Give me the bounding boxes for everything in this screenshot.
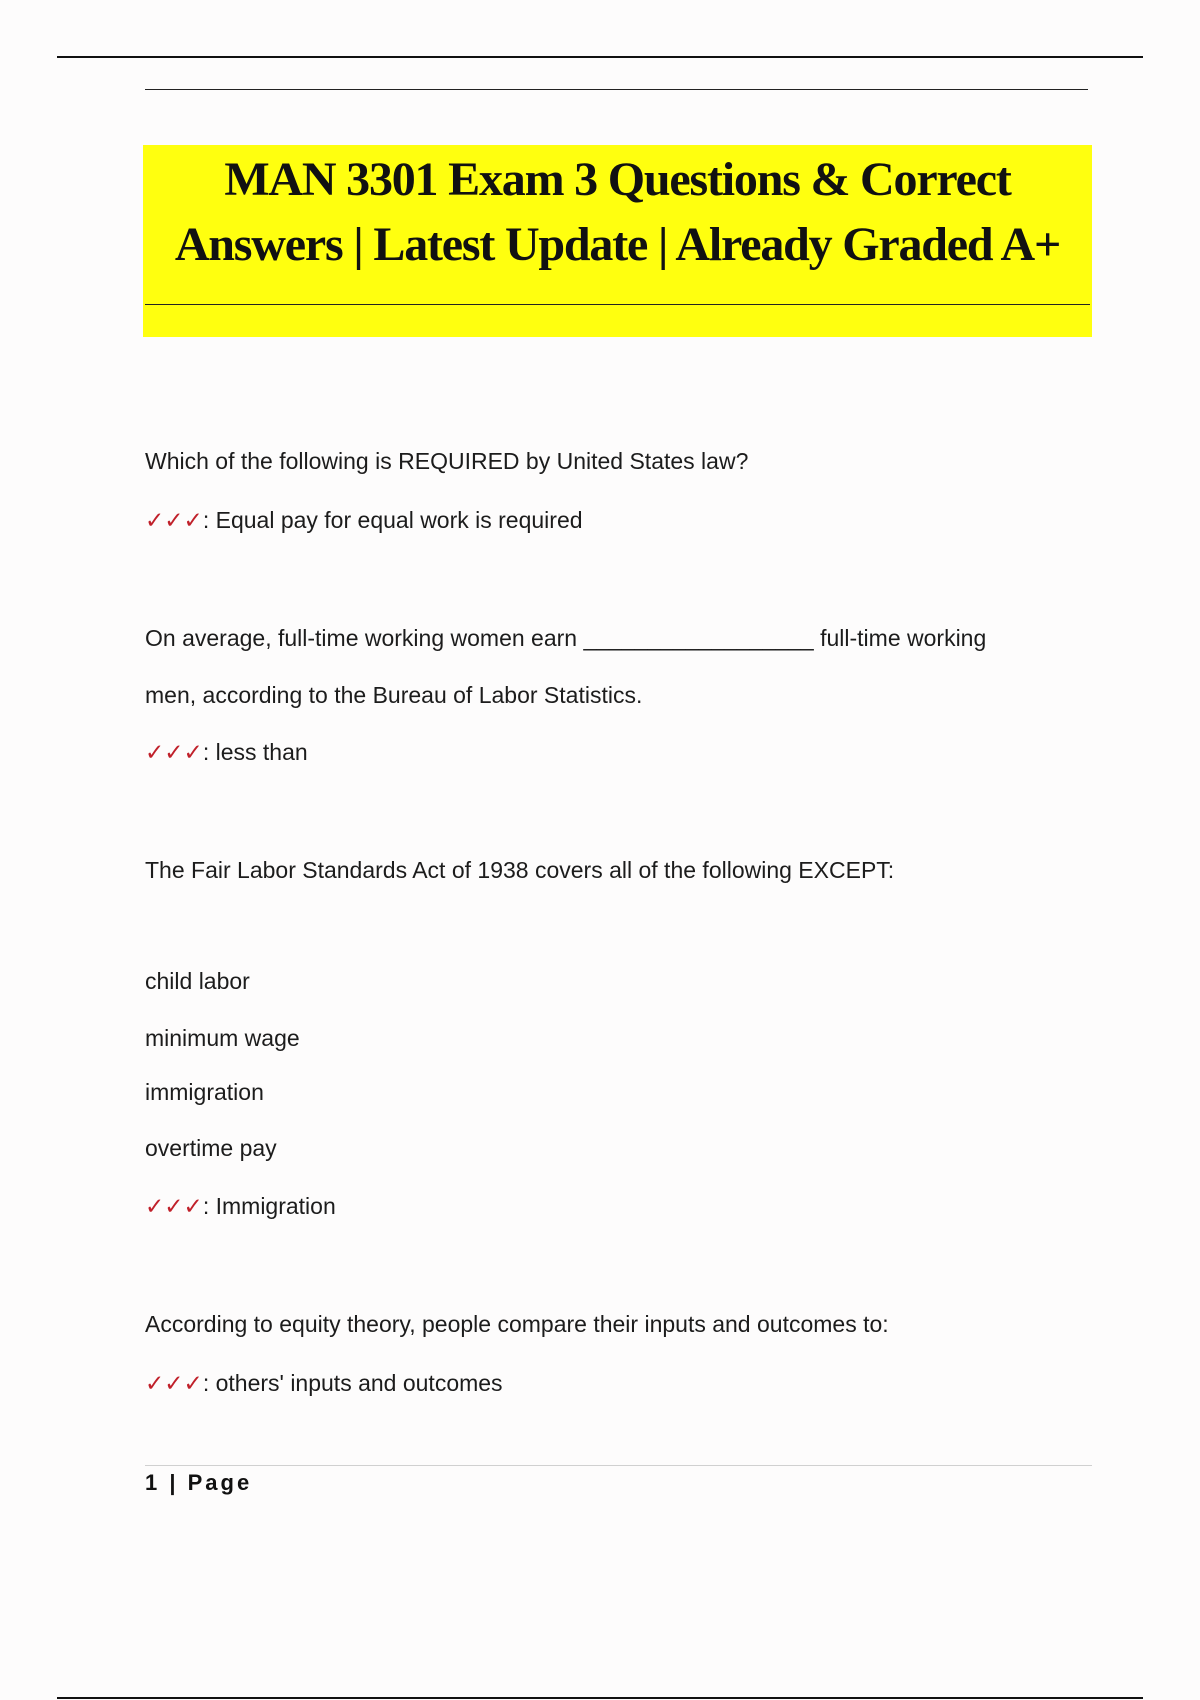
answer-4	[145, 1370, 503, 1397]
option-overtime-pay: overtime pay	[145, 1135, 277, 1161]
top-page-rule	[57, 56, 1143, 58]
check-icon: ✓✓✓	[145, 739, 203, 765]
check-icon: ✓✓✓	[145, 1193, 203, 1219]
footer-rule	[145, 1465, 1092, 1466]
page-number: 1 | Page	[145, 1470, 253, 1495]
title-banner	[143, 145, 1092, 337]
question-4: According to equity theory, people compare their inputs and outcomes to:	[145, 1311, 889, 1337]
header-rule	[145, 89, 1088, 90]
option-child-labor: child labor	[145, 968, 250, 994]
title-underline	[145, 304, 1090, 305]
bottom-page-rule	[57, 1697, 1143, 1699]
option-minimum-wage: minimum wage	[145, 1025, 300, 1051]
question-2-line-2: men, according to the Bureau of Labor Statistics.	[145, 682, 643, 708]
answer-4-text: : others' inputs and outcomes	[202, 1370, 503, 1396]
option-immigration: immigration	[145, 1079, 264, 1105]
answer-1-text: : Equal pay for equal work is required	[202, 507, 583, 533]
answer-2-text: : less than	[202, 739, 308, 765]
document-title	[143, 147, 1092, 277]
question-2-line-1: On average, full-time working women earn __________________ full-time working	[145, 625, 987, 651]
check-icon: ✓✓✓	[145, 507, 203, 533]
question-3: The Fair Labor Standards Act of 1938 covers all of the following EXCEPT:	[145, 857, 895, 883]
answer-1	[145, 507, 583, 534]
check-icon: ✓✓✓	[145, 1370, 203, 1396]
answer-3-text: : Immigration	[202, 1193, 336, 1219]
title-line-1: MAN 3301 Exam 3 Questions & Correct	[224, 153, 1011, 206]
answer-3	[145, 1193, 336, 1220]
title-line-2: Answers | Latest Update | Already Graded A+	[174, 218, 1061, 271]
question-1: Which of the following is REQUIRED by United States law?	[145, 448, 749, 474]
answer-2	[145, 739, 308, 766]
